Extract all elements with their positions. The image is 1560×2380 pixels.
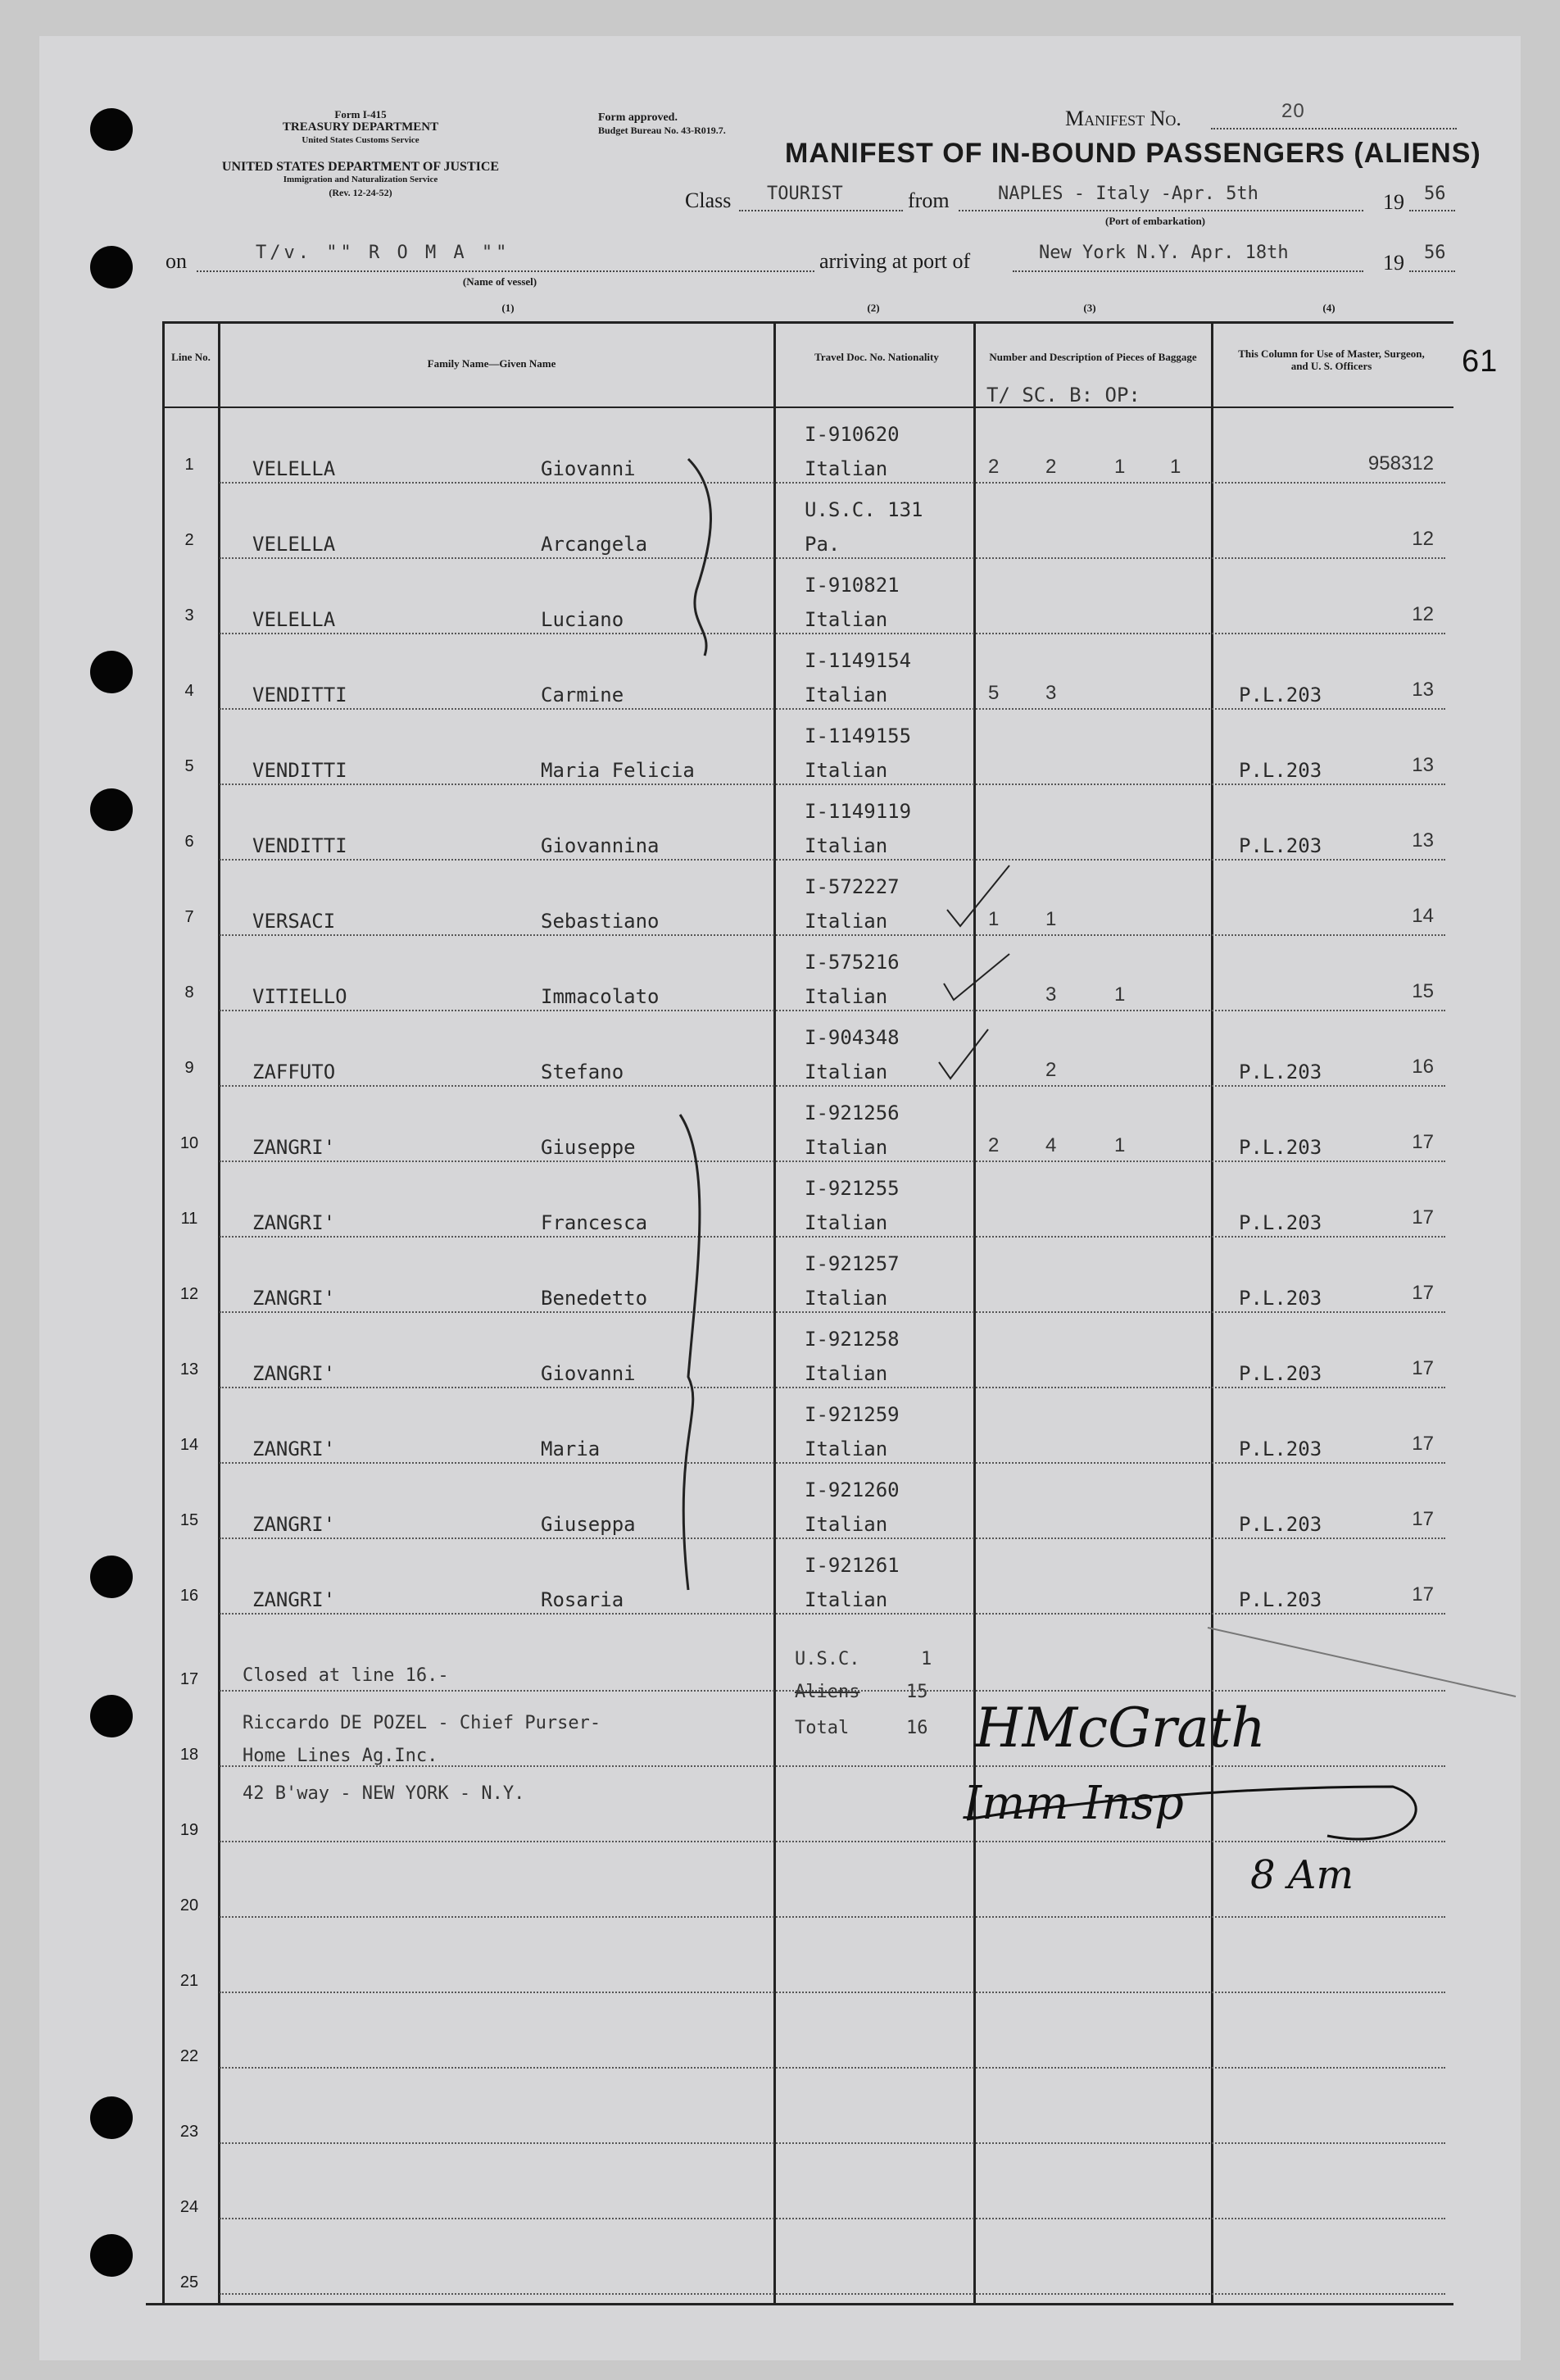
row-separator <box>220 1462 1445 1464</box>
header-baggage: Number and Description of Pieces of Baggage <box>989 351 1197 363</box>
line-number: 9 <box>184 1059 194 1077</box>
travel-doc-number: I-921260 <box>805 1478 900 1501</box>
year-value-2: 56 <box>1424 243 1446 263</box>
row-separator <box>220 708 1445 710</box>
header-underline <box>162 407 1453 408</box>
officer-notation: P.L.203 <box>1239 1513 1322 1536</box>
travel-doc-number: I-921259 <box>805 1403 900 1426</box>
line-number: 18 <box>179 1746 199 1764</box>
row-separator <box>220 1613 1445 1615</box>
officer-mark: 13 <box>1412 754 1434 776</box>
officer-mark: 15 <box>1412 980 1434 1002</box>
travel-doc-number: I-921261 <box>805 1554 900 1577</box>
treasury-dept: TREASURY DEPARTMENT <box>282 120 439 134</box>
class-label: Class <box>685 188 732 212</box>
baggage-bags: 1 <box>1114 983 1126 1006</box>
grand-total-value: 16 <box>906 1718 928 1738</box>
row-separator <box>220 2218 1445 2219</box>
nationality: Italian <box>805 684 888 706</box>
line-number: 21 <box>179 1972 199 1990</box>
officer-notation: P.L.203 <box>1239 1438 1322 1460</box>
manifest-title: MANIFEST OF IN-BOUND PASSENGERS (ALIENS) <box>785 138 1481 169</box>
manifest-no-dots <box>1211 128 1457 129</box>
officer-mark: 17 <box>1412 1357 1434 1379</box>
given-name: Maria Felicia <box>541 759 695 782</box>
given-name: Giovannina <box>541 834 660 857</box>
officer-notation: P.L.203 <box>1239 1588 1322 1611</box>
shift-note: 8 Am <box>1250 1852 1354 1898</box>
punch-hole <box>90 246 133 288</box>
given-name: Giuseppe <box>541 1136 636 1159</box>
given-name: Rosaria <box>541 1588 624 1611</box>
travel-doc-number: I-921255 <box>805 1177 900 1200</box>
given-name: Giovanni <box>541 457 636 480</box>
given-name: Immacolato <box>541 985 660 1008</box>
family-name: ZANGRI' <box>252 1438 336 1460</box>
row-separator <box>220 1010 1445 1011</box>
baggage-suitcases: 2 <box>1045 1059 1057 1081</box>
given-name: Arcangela <box>541 533 648 556</box>
family-name: ZANGRI' <box>252 1287 336 1310</box>
officer-notation: P.L.203 <box>1239 1211 1322 1234</box>
nationality: Italian <box>805 910 888 933</box>
col-divider-doc <box>973 321 976 2305</box>
line-number: 22 <box>179 2047 199 2065</box>
travel-doc-number: I-921258 <box>805 1328 900 1351</box>
justice-dept: UNITED STATES DEPARTMENT OF JUSTICE <box>221 160 500 174</box>
baggage-suitcases: 4 <box>1045 1134 1057 1156</box>
header-travel-doc: Travel Doc. No. Nationality <box>814 351 939 363</box>
baggage-trunks: 2 <box>988 456 1000 478</box>
baggage-other: 1 <box>1170 456 1181 478</box>
family-name: VENDITTI <box>252 834 347 857</box>
usc-total-label: U.S.C. <box>795 1649 860 1669</box>
punch-hole <box>90 1695 133 1737</box>
inspector-signature: HMcGrath <box>975 1696 1266 1760</box>
line-number: 23 <box>179 2123 199 2141</box>
officer-mark: 17 <box>1412 1282 1434 1304</box>
customs-service: United States Customs Service <box>302 135 419 145</box>
year-dots-1 <box>1409 210 1455 211</box>
nationality: Italian <box>805 608 888 631</box>
row-separator <box>220 557 1445 559</box>
line-number: 2 <box>184 531 194 549</box>
family-name: ZANGRI' <box>252 1362 336 1385</box>
nationality: Italian <box>805 1513 888 1536</box>
nationality: Italian <box>805 1136 888 1159</box>
header-line-no: Line No. <box>171 351 211 363</box>
officer-mark: 12 <box>1412 603 1434 625</box>
baggage-suitcases: 1 <box>1045 908 1057 930</box>
row-separator <box>220 1085 1445 1087</box>
punch-hole <box>90 2096 133 2139</box>
given-name: Maria <box>541 1438 601 1460</box>
aliens-total-label: Aliens <box>795 1682 860 1702</box>
table-bottom-border <box>146 2303 1453 2305</box>
line-number: 7 <box>184 908 194 926</box>
officer-notation: P.L.203 <box>1239 1061 1322 1083</box>
vessel-dots <box>197 270 814 272</box>
row-separator <box>220 482 1445 484</box>
table-left-border <box>162 321 165 2305</box>
given-name: Benedetto <box>541 1287 648 1310</box>
header-officers: This Column for Use of Master, Surgeon, and U. S. Officers <box>1238 347 1425 372</box>
punch-hole <box>90 2234 133 2277</box>
form-approved: Form approved. <box>598 111 678 124</box>
travel-doc-number: I-1149155 <box>805 724 912 747</box>
baggage-bags: 1 <box>1114 456 1126 478</box>
family-name: VELELLA <box>252 457 336 480</box>
year-prefix-1: 19 <box>1383 190 1404 214</box>
officer-mark: 16 <box>1412 1056 1434 1078</box>
page-number: 61 <box>1462 344 1499 379</box>
grand-total-label: Total <box>795 1718 850 1738</box>
col1-number: (1) <box>501 302 515 314</box>
col-divider-line <box>218 321 220 2305</box>
inspector-title: Imm Insp <box>964 1777 1184 1830</box>
row-separator <box>220 1765 1445 1767</box>
officer-mark: 12 <box>1412 528 1434 550</box>
col3-number: (3) <box>1083 302 1096 314</box>
officer-mark: 17 <box>1412 1131 1434 1153</box>
officer-mark: 17 <box>1412 1508 1434 1530</box>
family-name: VELELLA <box>252 533 336 556</box>
row-separator <box>220 1916 1445 1918</box>
line-number: 24 <box>179 2198 199 2216</box>
from-dots <box>959 210 1363 211</box>
revision: (Rev. 12-24-52) <box>329 187 392 198</box>
family-name: ZANGRI' <box>252 1513 336 1536</box>
given-name: Sebastiano <box>541 910 660 933</box>
given-name: Stefano <box>541 1061 624 1083</box>
travel-doc-number: I-921256 <box>805 1101 900 1124</box>
col-divider-baggage <box>1211 321 1213 2305</box>
row-separator <box>220 633 1445 634</box>
on-label: on <box>166 249 187 273</box>
officer-mark: 13 <box>1412 679 1434 701</box>
nationality: Italian <box>805 834 888 857</box>
nationality: Italian <box>805 1061 888 1083</box>
officer-notation: P.L.203 <box>1239 1287 1322 1310</box>
row-separator <box>220 1236 1445 1238</box>
officer-mark: 13 <box>1412 829 1434 852</box>
col2-number: (2) <box>867 302 880 314</box>
line-number: 4 <box>184 682 194 700</box>
baggage-trunks: 5 <box>988 682 1000 704</box>
nationality: Italian <box>805 985 888 1008</box>
family-name: VELELLA <box>252 608 336 631</box>
given-name: Carmine <box>541 684 624 706</box>
punch-hole <box>90 1556 133 1598</box>
baggage-suitcases: 3 <box>1045 983 1057 1006</box>
line-number: 15 <box>179 1511 199 1529</box>
year-value-1: 56 <box>1424 184 1446 204</box>
arriving-label: arriving at port of <box>819 249 971 273</box>
nationality: Italian <box>805 1211 888 1234</box>
row-separator <box>220 859 1445 861</box>
budget-bureau: Budget Bureau No. 43-R019.7. <box>598 125 726 136</box>
punch-hole <box>90 108 133 151</box>
family-name: ZANGRI' <box>252 1588 336 1611</box>
nationality: Italian <box>805 1588 888 1611</box>
line-number: 12 <box>179 1285 199 1303</box>
travel-doc-number: I-1149154 <box>805 649 912 672</box>
from-label: from <box>908 188 950 212</box>
nationality: Italian <box>805 1287 888 1310</box>
manifest-no-value: 20 <box>1281 100 1305 122</box>
officer-mark: 17 <box>1412 1433 1434 1455</box>
baggage-suitcases: 3 <box>1045 682 1057 704</box>
nationality: Italian <box>805 457 888 480</box>
baggage-bags: 1 <box>1114 1134 1126 1156</box>
family-name: ZAFFUTO <box>252 1061 336 1083</box>
punch-hole <box>90 651 133 693</box>
family-name: VENDITTI <box>252 759 347 782</box>
travel-doc-number: I-921257 <box>805 1252 900 1275</box>
vessel-value: T/v. "" R O M A "" <box>256 243 510 263</box>
officer-mark: 17 <box>1412 1206 1434 1229</box>
family-name: ZANGRI' <box>252 1211 336 1234</box>
line-number: 25 <box>179 2273 199 2291</box>
arriving-value: New York N.Y. Apr. 18th <box>1039 243 1289 263</box>
usc-total-value: 1 <box>921 1649 932 1669</box>
row-separator <box>220 1537 1445 1539</box>
line-number: 17 <box>179 1670 199 1688</box>
arriving-dots <box>1013 270 1363 272</box>
officer-mark: 17 <box>1412 1583 1434 1606</box>
chief-purser: Riccardo DE POZEL - Chief Purser- <box>243 1713 601 1733</box>
port-embark-caption: (Port of embarkation) <box>1104 215 1206 227</box>
family-name: VITIELLO <box>252 985 347 1008</box>
given-name: Luciano <box>541 608 624 631</box>
baggage-suitcases: 2 <box>1045 456 1057 478</box>
line-number: 16 <box>179 1587 199 1605</box>
header-name: Family Name—Given Name <box>427 357 556 370</box>
ins-service: Immigration and Naturalization Service <box>283 175 438 184</box>
row-separator <box>220 1160 1445 1162</box>
from-value: NAPLES - Italy -Apr. 5th <box>998 184 1258 204</box>
officer-mark: 958312 <box>1367 452 1434 475</box>
nationality: Italian <box>805 759 888 782</box>
year-prefix-2: 19 <box>1383 251 1404 275</box>
class-dots <box>739 210 903 211</box>
shipping-address: 42 B'way - NEW YORK - N.Y. <box>243 1783 525 1804</box>
nationality: Italian <box>805 1362 888 1385</box>
travel-doc-number: I-575216 <box>805 951 900 974</box>
row-separator <box>220 1690 1445 1692</box>
manifest-no-label: Manifest No. <box>1065 107 1181 130</box>
line-number: 8 <box>184 983 194 1002</box>
col-divider-name <box>773 321 776 2305</box>
line-number: 19 <box>179 1821 199 1839</box>
line-number: 3 <box>184 606 194 625</box>
travel-doc-number: I-910821 <box>805 574 900 597</box>
row-separator <box>220 1311 1445 1313</box>
baggage-subheader: T/ SC. B: OP: <box>986 384 1141 407</box>
travel-doc-number: I-910620 <box>805 423 900 446</box>
punch-hole <box>90 788 133 831</box>
given-name: Francesca <box>541 1211 648 1234</box>
col4-number: (4) <box>1322 302 1336 314</box>
family-name: VERSACI <box>252 910 336 933</box>
row-separator <box>220 1992 1445 1993</box>
line-number: 13 <box>179 1360 199 1378</box>
family-name: ZANGRI' <box>252 1136 336 1159</box>
aliens-total-value: 15 <box>906 1682 928 1702</box>
line-number: 10 <box>179 1134 199 1152</box>
nationality: Pa. <box>805 533 841 556</box>
officer-notation: P.L.203 <box>1239 1362 1322 1385</box>
baggage-trunks: 1 <box>988 908 1000 930</box>
baggage-trunks: 2 <box>988 1134 1000 1156</box>
line-number: 5 <box>184 757 194 775</box>
family-name: VENDITTI <box>252 684 347 706</box>
given-name: Giuseppa <box>541 1513 636 1536</box>
row-separator <box>220 783 1445 785</box>
row-separator <box>220 1387 1445 1388</box>
travel-doc-number: I-1149119 <box>805 800 912 823</box>
line-number: 20 <box>179 1896 199 1914</box>
row-separator <box>220 2067 1445 2069</box>
manifest-sheet <box>39 36 1521 2360</box>
class-value: TOURIST <box>767 184 843 204</box>
travel-doc-number: I-904348 <box>805 1026 900 1049</box>
row-separator <box>220 934 1445 936</box>
officer-notation: P.L.203 <box>1239 684 1322 706</box>
row-separator <box>220 2293 1445 2295</box>
closed-at-line: Closed at line 16.- <box>243 1665 449 1686</box>
officer-mark: 14 <box>1412 905 1434 927</box>
line-number: 1 <box>184 456 194 474</box>
row-separator <box>220 2142 1445 2144</box>
vessel-caption: (Name of vessel) <box>462 275 537 288</box>
nationality: Italian <box>805 1438 888 1460</box>
officer-notation: P.L.203 <box>1239 834 1322 857</box>
table-top-border <box>162 321 1453 324</box>
travel-doc-number: U.S.C. 131 <box>805 498 923 521</box>
line-number: 14 <box>179 1436 199 1454</box>
given-name: Giovanni <box>541 1362 636 1385</box>
officer-notation: P.L.203 <box>1239 759 1322 782</box>
year-dots-2 <box>1409 270 1455 272</box>
row-separator <box>220 1841 1445 1842</box>
line-number: 6 <box>184 833 194 851</box>
form-number: Form I-415 <box>334 108 387 120</box>
shipping-line: Home Lines Ag.Inc. <box>243 1746 438 1766</box>
officer-notation: P.L.203 <box>1239 1136 1322 1159</box>
travel-doc-number: I-572227 <box>805 875 900 898</box>
line-number: 11 <box>180 1210 198 1228</box>
